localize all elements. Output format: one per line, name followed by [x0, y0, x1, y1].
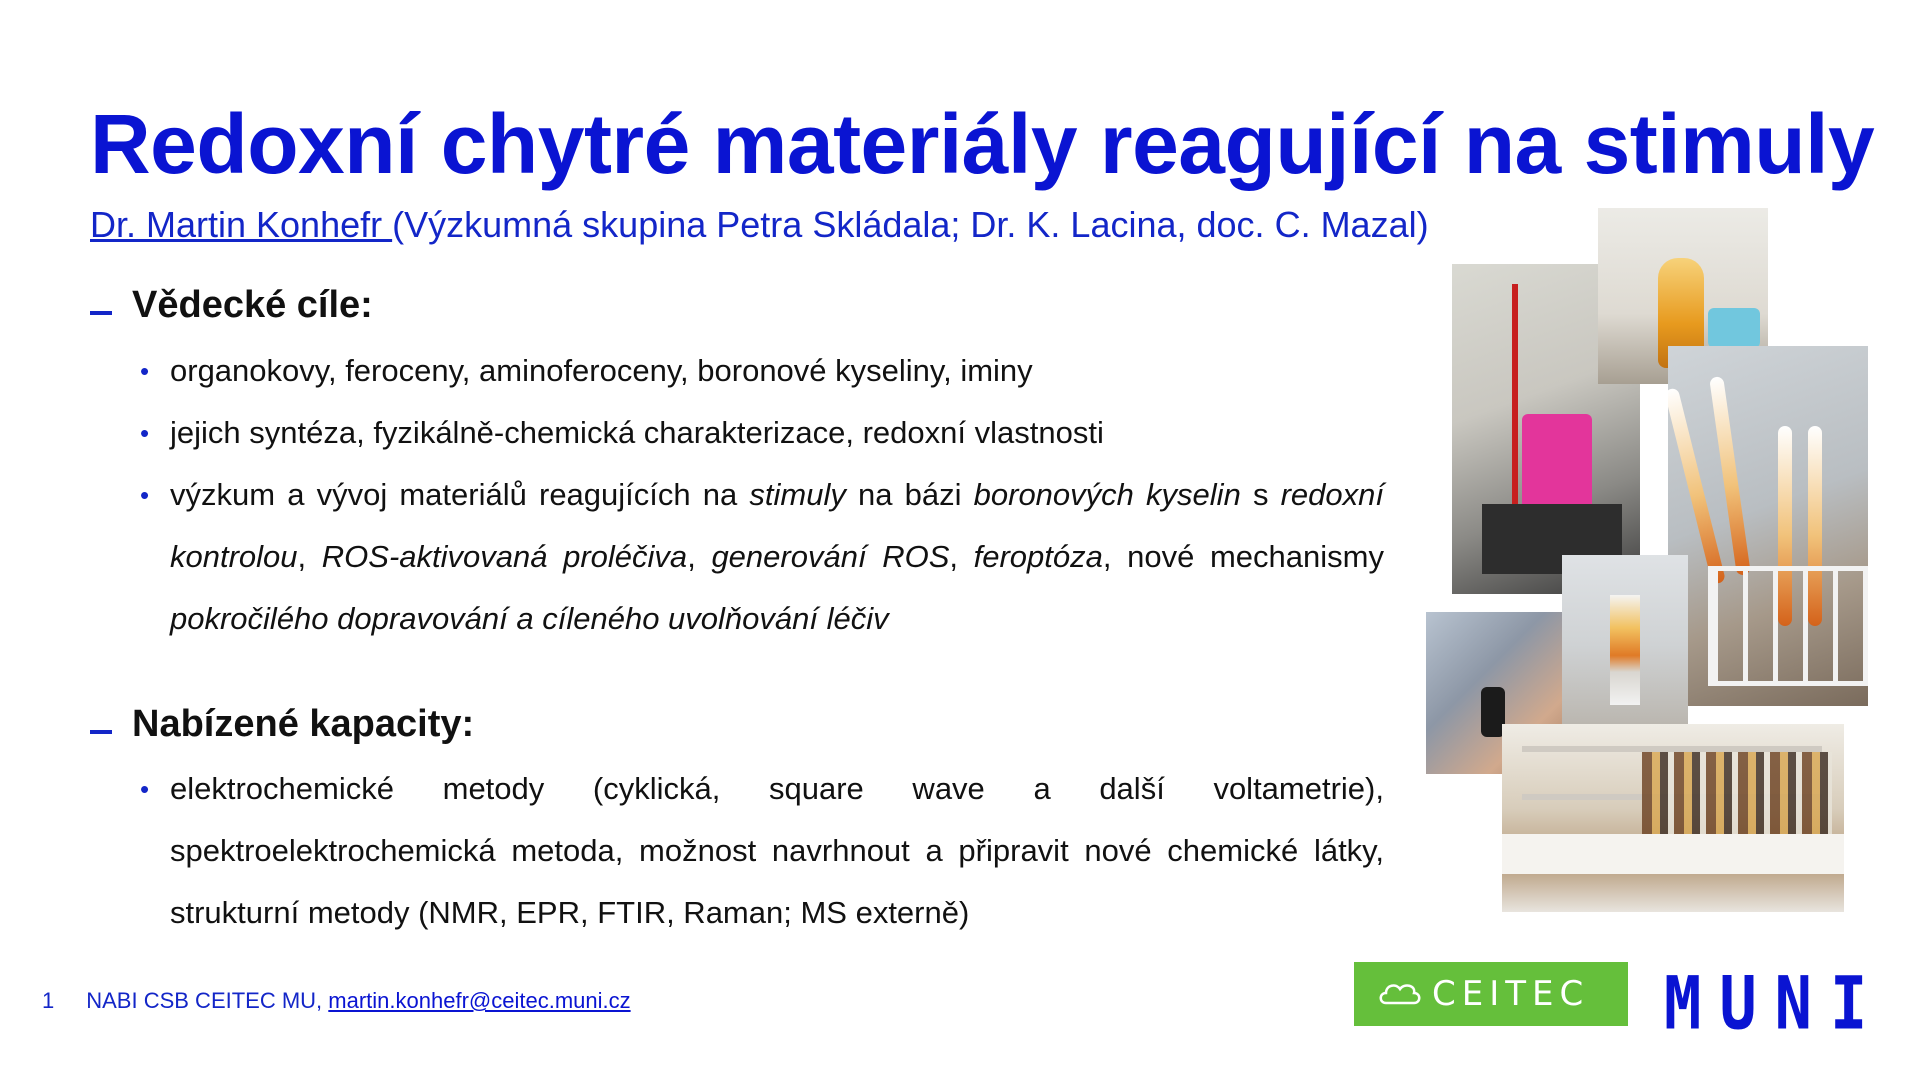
bullet-dot-icon: • — [140, 418, 150, 448]
dash-bullet-icon — [90, 730, 112, 734]
italic-term: ROS-aktivovaná proléčiva — [321, 539, 688, 574]
chromatography-column-photo — [1562, 555, 1688, 735]
italic-term: boronových kyselin — [973, 477, 1241, 512]
list-item: • organokovy, feroceny, aminoferoceny, boronové kyseliny, iminy — [140, 340, 1384, 402]
mixed-bullet-text — [170, 477, 1384, 636]
section-heading-text: Nabízené kapacity: — [132, 703, 475, 745]
ceitec-logo — [1354, 962, 1628, 1026]
section-heading-text: Vědecké cíle: — [132, 284, 373, 326]
list-item: • jejich syntéza, fyzikálně-chemická charakterizace, redoxní vlastnosti — [140, 402, 1384, 464]
footer-org: NABI CSB CEITEC MU, — [86, 988, 329, 1013]
text-run: na bázi — [845, 477, 974, 512]
italic-term: redoxní kontrolou — [170, 477, 1384, 574]
section-heading-capacities — [90, 703, 474, 746]
test-tubes-rack-photo — [1668, 346, 1868, 706]
text-run: , — [949, 539, 974, 574]
text-run: výzkum a vývoj materiálů reagujících na — [170, 477, 750, 512]
bullet-dot-icon: • — [140, 480, 150, 510]
lab-bench-shelves-photo — [1502, 724, 1844, 912]
text-run: , — [687, 539, 712, 574]
goals-list — [140, 340, 1384, 650]
ceitec-logo-text: CEITEC — [1432, 974, 1590, 1014]
muni-logo: MUNI — [1664, 960, 1886, 1047]
bullet-dot-icon: • — [140, 356, 150, 386]
italic-term: feroptóza — [973, 539, 1103, 574]
footer-email-link[interactable]: martin.konhefr@ceitec.muni.cz — [328, 988, 631, 1013]
ceitec-cloud-icon — [1376, 979, 1422, 1009]
bullet-dot-icon: • — [140, 774, 150, 804]
dash-bullet-icon — [90, 311, 112, 315]
italic-term: pokročilého dopravování a cíleného uvolňování léčiv — [170, 601, 889, 636]
affiliation-text: (Výzkumná skupina Petra Skládala; Dr. K. Lacina, doc. C. Mazal) — [392, 204, 1429, 245]
capacities-list — [140, 758, 1384, 944]
italic-term: generování ROS — [711, 539, 950, 574]
footer — [42, 988, 631, 1014]
section-heading-goals — [90, 284, 373, 327]
slide-subtitle — [90, 204, 1429, 246]
author-link[interactable]: Dr. Martin Konhefr — [90, 204, 393, 245]
text-run: , nové mechanismy — [1102, 539, 1384, 574]
text-run: s — [1240, 477, 1281, 512]
text-run: , — [297, 539, 322, 574]
list-item: • elektrochemické metody (cyklická, square wave a další voltametrie), spektroelektrochemická metoda, možnost navrhnout a připravit nové chemické látky, strukturní metody (NMR, EPR, FTIR, Raman; MS externě) — [140, 758, 1384, 944]
list-item — [140, 464, 1384, 650]
page-number: 1 — [42, 988, 55, 1013]
slide-title: Redoxní chytré materiály reagující na stimuly — [90, 97, 1875, 191]
italic-term: stimuly — [749, 477, 846, 512]
